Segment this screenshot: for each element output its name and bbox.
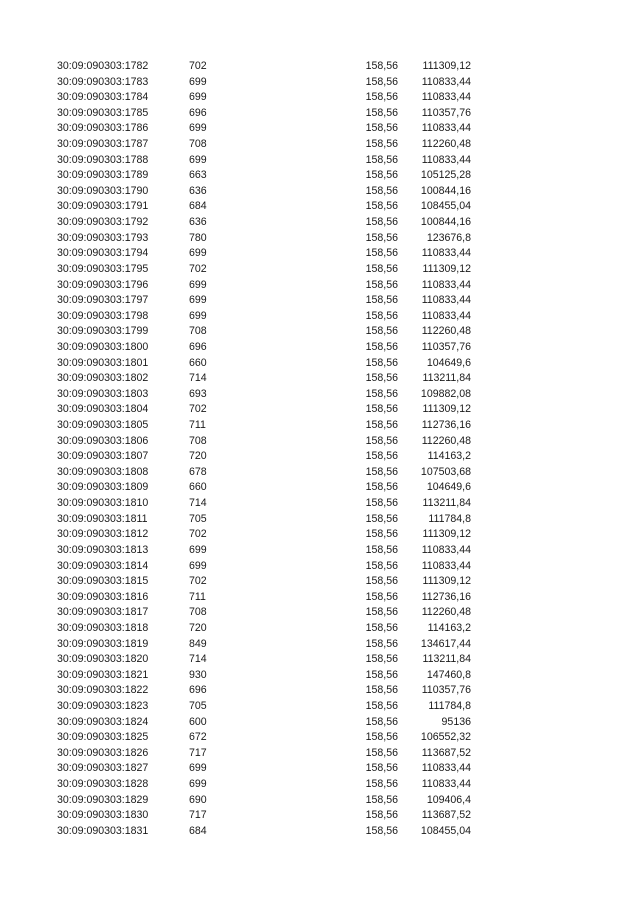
cost-cell: 111784,8 — [428, 699, 471, 712]
cadastral-number-cell: 30:09:090303:1805 — [57, 419, 149, 432]
cadastral-number-cell: 30:09:090303:1801 — [57, 356, 149, 369]
table-row — [0, 153, 640, 169]
rate-cell: 158,56 — [365, 590, 398, 603]
cadastral-number-cell: 30:09:090303:1799 — [57, 325, 149, 338]
table-row — [0, 683, 640, 699]
rate-cell: 158,56 — [365, 684, 398, 697]
table-row — [0, 449, 640, 465]
cadastral-number-cell: 30:09:090303:1820 — [57, 653, 149, 666]
cost-cell: 110833,44 — [421, 778, 471, 791]
area-cell: 705 — [189, 512, 207, 525]
area-cell: 930 — [189, 668, 207, 681]
cadastral-number-cell: 30:09:090303:1816 — [57, 590, 149, 603]
area-cell: 702 — [189, 528, 207, 541]
cadastral-number-cell: 30:09:090303:1789 — [57, 169, 149, 182]
cadastral-number-cell: 30:09:090303:1821 — [57, 668, 149, 681]
cadastral-number-cell: 30:09:090303:1826 — [57, 746, 149, 759]
rate-cell: 158,56 — [365, 340, 398, 353]
cost-cell: 110833,44 — [421, 75, 471, 88]
area-cell: 708 — [189, 325, 207, 338]
table-row — [0, 356, 640, 372]
cadastral-number-cell: 30:09:090303:1782 — [57, 60, 149, 72]
area-cell: 705 — [189, 699, 207, 712]
table-row — [0, 730, 640, 746]
table-row — [0, 402, 640, 418]
rate-cell: 158,56 — [365, 231, 398, 244]
table-row — [0, 793, 640, 809]
table-row — [0, 574, 640, 590]
cadastral-number-cell: 30:09:090303:1808 — [57, 465, 149, 478]
area-cell: 600 — [189, 715, 207, 728]
table-row — [0, 137, 640, 153]
table-row — [0, 668, 640, 684]
table-row — [0, 90, 640, 106]
area-cell: 696 — [189, 340, 207, 353]
table-row — [0, 559, 640, 575]
table-row — [0, 434, 640, 450]
cost-cell: 110833,44 — [421, 309, 471, 322]
rate-cell: 158,56 — [365, 169, 398, 182]
cadastral-number-cell: 30:09:090303:1815 — [57, 575, 149, 588]
table-row — [0, 637, 640, 653]
table-row — [0, 715, 640, 731]
table-row — [0, 246, 640, 262]
cadastral-number-cell: 30:09:090303:1802 — [57, 372, 149, 385]
rate-cell: 158,56 — [365, 824, 398, 837]
cadastral-number-cell: 30:09:090303:1827 — [57, 762, 149, 775]
cadastral-number-cell: 30:09:090303:1783 — [57, 75, 149, 88]
cadastral-number-cell: 30:09:090303:1829 — [57, 793, 149, 806]
area-cell: 702 — [189, 575, 207, 588]
rate-cell: 158,56 — [365, 419, 398, 432]
table-row — [0, 496, 640, 512]
rate-cell: 158,56 — [365, 699, 398, 712]
cadastral-number-cell: 30:09:090303:1791 — [57, 200, 149, 213]
cadastral-number-cell: 30:09:090303:1792 — [57, 216, 149, 229]
cost-cell: 134617,44 — [420, 637, 471, 650]
cost-cell: 112736,16 — [421, 419, 471, 432]
area-cell: 708 — [189, 138, 207, 151]
table-row — [0, 465, 640, 481]
area-cell: 714 — [189, 372, 207, 385]
area-cell: 699 — [189, 247, 207, 260]
cadastral-number-cell: 30:09:090303:1830 — [57, 809, 149, 822]
area-cell: 720 — [189, 450, 207, 463]
rate-cell: 158,56 — [365, 387, 398, 400]
area-cell: 699 — [189, 762, 207, 775]
cost-cell: 113687,52 — [421, 809, 471, 822]
cost-cell: 112260,48 — [421, 138, 471, 151]
area-cell: 699 — [189, 543, 207, 556]
area-cell: 702 — [189, 262, 207, 275]
table-row — [0, 106, 640, 122]
area-cell: 708 — [189, 434, 207, 447]
cost-cell: 110833,44 — [421, 91, 471, 104]
cost-cell: 109882,08 — [420, 387, 471, 400]
area-cell: 720 — [189, 621, 207, 634]
cadastral-number-cell: 30:09:090303:1818 — [57, 621, 149, 634]
rate-cell: 158,56 — [365, 122, 398, 135]
table-row — [0, 278, 640, 294]
cost-cell: 113211,84 — [422, 372, 471, 385]
table-row — [0, 777, 640, 793]
cost-cell: 112736,16 — [421, 590, 471, 603]
rate-cell: 158,56 — [365, 91, 398, 104]
cost-cell: 111309,12 — [422, 575, 471, 588]
area-cell: 660 — [189, 356, 207, 369]
table-row — [0, 371, 640, 387]
cost-cell: 123676,8 — [426, 231, 471, 244]
table-row — [0, 621, 640, 637]
rate-cell: 158,56 — [365, 450, 398, 463]
area-cell: 696 — [189, 684, 207, 697]
table-row — [0, 309, 640, 325]
cost-cell: 108455,04 — [420, 200, 471, 213]
rate-cell: 158,56 — [365, 184, 398, 197]
table-row — [0, 605, 640, 621]
rate-cell: 158,56 — [365, 653, 398, 666]
rate-cell: 158,56 — [365, 497, 398, 510]
area-cell: 699 — [189, 91, 207, 104]
cadastral-number-cell: 30:09:090303:1796 — [57, 278, 149, 291]
rate-cell: 158,56 — [365, 543, 398, 556]
table-row — [0, 808, 640, 824]
area-cell: 699 — [189, 559, 207, 572]
cost-cell: 110357,76 — [421, 340, 471, 353]
table-row — [0, 527, 640, 543]
cost-cell: 112260,48 — [421, 434, 471, 447]
rate-cell: 158,56 — [365, 75, 398, 88]
rate-cell: 158,56 — [365, 637, 398, 650]
area-cell: 690 — [189, 793, 207, 806]
rate-cell: 158,56 — [365, 153, 398, 166]
cost-cell: 111784,8 — [428, 512, 471, 525]
cost-cell: 110833,44 — [421, 762, 471, 775]
cadastral-number-cell: 30:09:090303:1795 — [57, 262, 149, 275]
area-cell: 699 — [189, 278, 207, 291]
area-cell: 711 — [189, 419, 206, 432]
cost-cell: 113211,84 — [422, 653, 471, 666]
cadastral-number-cell: 30:09:090303:1825 — [57, 731, 149, 744]
cadastral-number-cell: 30:09:090303:1824 — [57, 715, 149, 728]
area-cell: 699 — [189, 75, 207, 88]
rate-cell: 158,56 — [365, 247, 398, 260]
area-cell: 849 — [189, 637, 207, 650]
area-cell: 699 — [189, 153, 207, 166]
area-cell: 699 — [189, 309, 207, 322]
rate-cell: 158,56 — [365, 778, 398, 791]
cadastral-number-cell: 30:09:090303:1797 — [57, 294, 149, 307]
table-row — [0, 293, 640, 309]
rate-cell: 158,56 — [365, 216, 398, 229]
area-cell: 714 — [189, 653, 207, 666]
area-cell: 780 — [189, 231, 207, 244]
cadastral-number-cell: 30:09:090303:1812 — [57, 528, 149, 541]
cadastral-number-cell: 30:09:090303:1790 — [57, 184, 149, 197]
area-cell: 702 — [189, 60, 207, 72]
cost-cell: 110357,76 — [421, 684, 471, 697]
area-cell: 684 — [189, 824, 207, 837]
table-row — [0, 184, 640, 200]
rate-cell: 158,56 — [365, 434, 398, 447]
cost-cell: 110833,44 — [421, 278, 471, 291]
rate-cell: 158,56 — [365, 575, 398, 588]
table-row — [0, 480, 640, 496]
rate-cell: 158,56 — [365, 138, 398, 151]
rate-cell: 158,56 — [365, 294, 398, 307]
cost-cell: 110833,44 — [421, 247, 471, 260]
cadastral-number-cell: 30:09:090303:1787 — [57, 138, 149, 151]
area-cell: 663 — [189, 169, 207, 182]
table-row — [0, 199, 640, 215]
rate-cell: 158,56 — [365, 559, 398, 572]
rate-cell: 158,56 — [365, 465, 398, 478]
area-cell: 714 — [189, 497, 207, 510]
rate-cell: 158,56 — [365, 762, 398, 775]
cost-cell: 113211,84 — [422, 497, 471, 510]
cost-cell: 110833,44 — [421, 559, 471, 572]
table-row — [0, 652, 640, 668]
cost-cell: 109406,4 — [426, 793, 471, 806]
table-row — [0, 590, 640, 606]
cadastral-number-cell: 30:09:090303:1811 — [57, 512, 148, 525]
cost-cell: 100844,16 — [420, 184, 471, 197]
cost-cell: 114163,2 — [427, 621, 471, 634]
cadastral-number-cell: 30:09:090303:1786 — [57, 122, 149, 135]
cost-cell: 107503,68 — [420, 465, 471, 478]
cost-cell: 108455,04 — [420, 824, 471, 837]
area-cell: 702 — [189, 403, 207, 416]
cadastral-number-cell: 30:09:090303:1800 — [57, 340, 149, 353]
area-cell: 717 — [189, 746, 207, 759]
rate-cell: 158,56 — [365, 403, 398, 416]
area-cell: 660 — [189, 481, 207, 494]
area-cell: 678 — [189, 465, 207, 478]
area-cell: 672 — [189, 731, 207, 744]
cadastral-number-cell: 30:09:090303:1817 — [57, 606, 149, 619]
table-row — [0, 168, 640, 184]
cadastral-number-cell: 30:09:090303:1798 — [57, 309, 149, 322]
cost-cell: 106552,32 — [420, 731, 471, 744]
cost-cell: 113687,52 — [421, 746, 471, 759]
table-row — [0, 824, 640, 840]
cost-cell: 104649,6 — [426, 356, 471, 369]
rate-cell: 158,56 — [365, 731, 398, 744]
table-row — [0, 746, 640, 762]
table-row — [0, 324, 640, 340]
rate-cell: 158,56 — [365, 746, 398, 759]
cost-cell: 105125,28 — [420, 169, 471, 182]
cost-cell: 110357,76 — [421, 106, 471, 119]
cost-cell: 110833,44 — [421, 543, 471, 556]
table-row — [0, 59, 640, 75]
table-row — [0, 387, 640, 403]
cost-cell: 95136 — [441, 715, 471, 728]
area-cell: 684 — [189, 200, 207, 213]
cadastral-number-cell: 30:09:090303:1822 — [57, 684, 149, 697]
rate-cell: 158,56 — [365, 106, 398, 119]
cadastral-number-cell: 30:09:090303:1809 — [57, 481, 149, 494]
rate-cell: 158,56 — [365, 262, 398, 275]
area-cell: 699 — [189, 122, 207, 135]
cadastral-number-cell: 30:09:090303:1803 — [57, 387, 149, 400]
area-cell: 693 — [189, 387, 207, 400]
cost-cell: 104649,6 — [426, 481, 471, 494]
area-cell: 699 — [189, 294, 207, 307]
rate-cell: 158,56 — [365, 356, 398, 369]
rate-cell: 158,56 — [365, 309, 398, 322]
rate-cell: 158,56 — [365, 715, 398, 728]
table-row — [0, 418, 640, 434]
cadastral-number-cell: 30:09:090303:1819 — [57, 637, 149, 650]
cadastral-number-cell: 30:09:090303:1794 — [57, 247, 149, 260]
area-cell: 636 — [189, 216, 207, 229]
cost-cell: 110833,44 — [421, 294, 471, 307]
cadastral-number-cell: 30:09:090303:1814 — [57, 559, 149, 572]
cadastral-number-cell: 30:09:090303:1828 — [57, 778, 149, 791]
table-row — [0, 512, 640, 528]
rate-cell: 158,56 — [365, 606, 398, 619]
area-cell: 711 — [189, 590, 206, 603]
area-cell: 708 — [189, 606, 207, 619]
table-row — [0, 761, 640, 777]
table-row — [0, 215, 640, 231]
data-table — [0, 59, 640, 839]
area-cell: 696 — [189, 106, 207, 119]
cadastral-number-cell: 30:09:090303:1806 — [57, 434, 149, 447]
cost-cell: 100844,16 — [420, 216, 471, 229]
area-cell: 717 — [189, 809, 207, 822]
cadastral-number-cell: 30:09:090303:1810 — [57, 497, 149, 510]
rate-cell: 158,56 — [365, 481, 398, 494]
rate-cell: 158,56 — [365, 528, 398, 541]
table-row — [0, 231, 640, 247]
cost-cell: 111309,12 — [422, 262, 471, 275]
area-cell: 636 — [189, 184, 207, 197]
rate-cell: 158,56 — [365, 200, 398, 213]
cost-cell: 147460,8 — [426, 668, 471, 681]
rate-cell: 158,56 — [365, 809, 398, 822]
cadastral-number-cell: 30:09:090303:1813 — [57, 543, 149, 556]
rate-cell: 158,56 — [365, 372, 398, 385]
cadastral-number-cell: 30:09:090303:1785 — [57, 106, 149, 119]
table-row — [0, 121, 640, 137]
rate-cell: 158,56 — [365, 325, 398, 338]
cost-cell: 110833,44 — [421, 153, 471, 166]
cadastral-number-cell: 30:09:090303:1784 — [57, 91, 149, 104]
rate-cell: 158,56 — [365, 60, 398, 72]
cadastral-number-cell: 30:09:090303:1823 — [57, 699, 149, 712]
table-row — [0, 75, 640, 91]
table-row — [0, 699, 640, 715]
cadastral-number-cell: 30:09:090303:1793 — [57, 231, 149, 244]
table-row — [0, 340, 640, 356]
cadastral-number-cell: 30:09:090303:1788 — [57, 153, 149, 166]
cost-cell: 110833,44 — [421, 122, 471, 135]
cost-cell: 111309,12 — [422, 528, 471, 541]
rate-cell: 158,56 — [365, 621, 398, 634]
cost-cell: 111309,12 — [422, 60, 471, 72]
cost-cell: 112260,48 — [421, 606, 471, 619]
rate-cell: 158,56 — [365, 668, 398, 681]
rate-cell: 158,56 — [365, 278, 398, 291]
table-row — [0, 262, 640, 278]
cadastral-number-cell: 30:09:090303:1807 — [57, 450, 149, 463]
cost-cell: 114163,2 — [427, 450, 471, 463]
table-row — [0, 543, 640, 559]
cadastral-number-cell: 30:09:090303:1831 — [57, 824, 149, 837]
rate-cell: 158,56 — [365, 793, 398, 806]
cost-cell: 112260,48 — [421, 325, 471, 338]
rate-cell: 158,56 — [365, 512, 398, 525]
cost-cell: 111309,12 — [422, 403, 471, 416]
cadastral-number-cell: 30:09:090303:1804 — [57, 403, 149, 416]
area-cell: 699 — [189, 778, 207, 791]
